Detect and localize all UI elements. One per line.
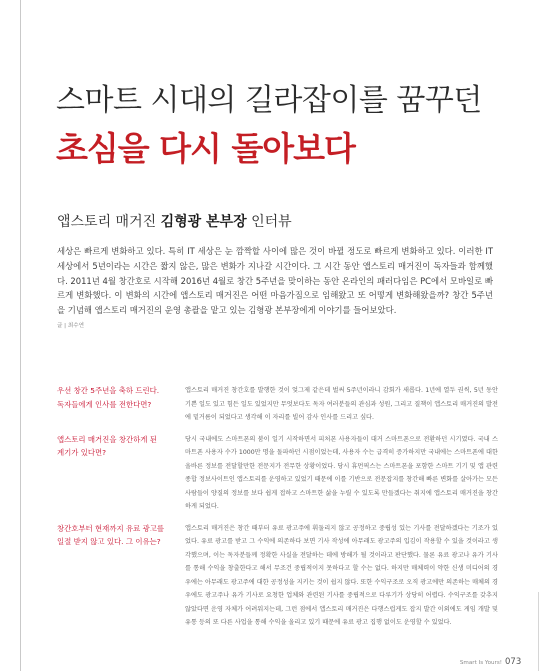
byline: 글 | 최수연 — [57, 323, 85, 329]
footer-slogan: Smart Is Yours! — [459, 660, 502, 666]
question-line: 창간호부터 현재까지 유료 광고를 — [57, 523, 165, 533]
answer: 앱스토리 매거진 창간호를 발행한 것이 엊그제 같은데 벌써 5주년이라니 감회가 새롭다. 1년에 열두 권씩, 5년 동안 기쁜 일도 있고 힘든 일도 있었지만 무엇보다도 독자 여러분들의 관심과 성원, 그리고 질책이 앱스토리 매거진의 발전에 밑거름이 되었다고 생각해 이 자리를 빌어 감사 인사를 드리고 싶다. — [185, 387, 498, 421]
qa-item — [57, 522, 498, 630]
answer: 앱스토리 매거진은 창간 때부터 유료 광고주에 휘둘리지 않고 공정하고 중립성 있는 기사를 전달하겠다는 기조가 있었다. 유료 광고를 받고 그 수익에 의존하다 보면 기사 작성에 아무래도 광고주의 입김이 작용할 수 있을 것이라고 생각했으며, 이는 독자분들께 정확한 사실을 전달하는 데에 방해가 될 것이라고 판단했다. 물론 유료 광고나 유가 기사를 통해 수익을 창출한다고 해서 무조건 중립적이지 못하다고 할 수는 없다. 하지만 매체력이 약한 신생 미디어의 경우에는 아무래도 광고주에 대한 공정성을 지키는 것이 쉽지 않다. 또한 수익구조로 오직 광고에만 의존하는 매체의 경우에도 광고주나 유가 기사로 요청한 업체와 관련된 기사를 중립적으로 다루기가 상당히 어렵다. 수익구조를 갖추지 않았다면 운영 자체가 어려워지는데, 그런 점에서 앱스토리 매거진은 다행스럽게도 잡지 발간 이외에도 게임 개발 및 유통 등의 또 다른 사업을 통해 수익을 올리고 있기 때문에 유료 광고 집행 없이도 운영할 수 있었다. — [185, 524, 498, 626]
page-edge-left — [20, 0, 21, 671]
intro-paragraph: 세상은 빠르게 변화하고 있다. 특히 IT 세상은 눈 깜짝할 사이에 많은 것이 바뀔 정도로 빠르게 변화하고 있다. 이러한 IT 세상에서 5년이라는 시간은 짧지 않은, 많은 변화가 지나갈 시간이다. 그 시간 동안 앱스토리 매거진이 독자들과 함께했다. 2011년 4월 창간호로 시작해 2016년 4월로 창간 5주년을 맞이하는 동안 온라인의 패러다임은 PC에서 모바일로 빠르게 변화했다. 이 변화의 시간에 앱스토리 매거진은 어떤 마음가짐으로 임해왔고 또 어떻게 변화해왔을까? 창간 5주년을 기념해 앱스토리 매거진의 운영 총괄을 맡고 있는 김형광 본부장에게 이야기를 들어보았다. — [57, 246, 493, 316]
headline-line-2: 초심을 다시 돌아보다 — [56, 129, 355, 168]
qa-item — [57, 433, 498, 514]
subtitle-suffix: 인터뷰 — [251, 214, 292, 230]
page-number: 073 — [505, 657, 522, 667]
question-line: 우선 창간 5주년을 축하 드린다. — [57, 386, 160, 395]
subtitle-publication: 앱스토리 매거진 — [57, 214, 157, 230]
subtitle — [57, 212, 527, 232]
question-line: 독자들에게 인사를 전한다면? — [57, 399, 152, 409]
question — [57, 384, 175, 411]
question-line: 계기가 있다면? — [57, 448, 107, 457]
question-line: 앱스토리 매거진을 창간하게 된 — [57, 434, 157, 444]
qa-item — [57, 384, 498, 425]
question-line: 일절 받지 않고 있다. 그 이유는? — [57, 537, 161, 546]
interview-qa — [57, 384, 498, 652]
answer: 당시 국내에도 스마트폰의 붐이 일기 시작하면서 피처폰 사용자들이 대거 스마트폰으로 전환하던 시기였다. 국내 스마트폰 사용자 수가 1000만 명을 돌파하던 시점이었는데, 사용자 수는 급격히 증가하지만 국내에는 스마트폰에 대한 올바른 정보를 전달할만한 전문지가 전무한 상황이었다. 당시 휴먼픽스는 스마트폰을 포함한 스마트 기기 및 앱 관련 종합 정보사이트인 앱스토리를 운영하고 있었기 때문에 이를 기반으로 전문잡지를 창간해 빠른 변화를 살아가는 모든 사람들이 양질의 정보를 보다 쉽게 접하고 스마트한 삶을 누릴 수 있도록 만들겠다는 취지에 앱스토리 매거진을 창간하게 되었다. — [185, 435, 498, 510]
question — [57, 522, 175, 549]
headline-line-1: 스마트 시대의 길라잡이를 꿈꾸던 — [56, 83, 482, 118]
subtitle-interviewee: 김형광 본부장 — [160, 214, 247, 230]
question — [57, 433, 175, 460]
page-edge-right — [538, 592, 539, 671]
